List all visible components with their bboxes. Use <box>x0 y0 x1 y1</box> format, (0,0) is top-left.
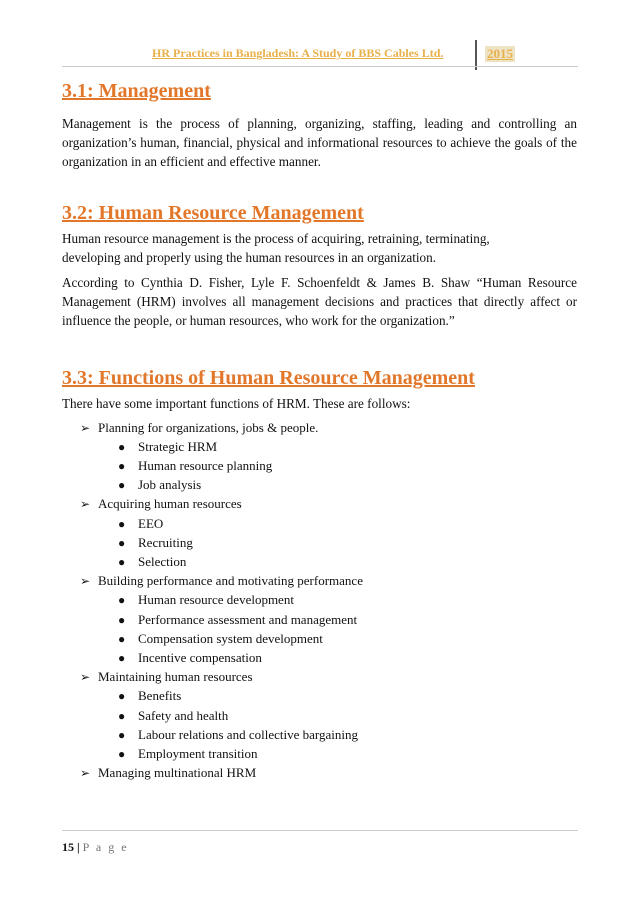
hrm-definition-paragraph: Human resource management is the process of acquiring, retraining, terminating, developing and properly using the human resources in an organization. <box>62 231 490 265</box>
bullet-icon: ● <box>118 613 126 627</box>
list-item: ● EEO <box>118 516 164 531</box>
bullet-icon: ● <box>118 709 126 723</box>
list-item <box>80 765 256 781</box>
bullet-icon: ● <box>118 651 126 665</box>
list-item: ● Human resource development <box>118 592 294 607</box>
list-item: ● Employment transition <box>118 746 258 761</box>
page-footer <box>62 840 129 855</box>
bullet-icon: ● <box>118 440 126 454</box>
bullet-icon: ● <box>118 689 126 703</box>
header-title: HR Practices in Bangladesh: A Study of BBS Cables Ltd. <box>152 46 444 60</box>
arrow-bullet-icon: ➢ <box>80 574 91 588</box>
list-item: ● Safety and health <box>118 708 229 723</box>
list-item <box>80 669 253 685</box>
bullet-icon: ● <box>118 536 126 550</box>
list-item: ● Performance assessment and management <box>118 612 358 627</box>
list-item: ● Human resource planning <box>118 458 273 473</box>
footer-separator: | <box>77 840 80 854</box>
arrow-bullet-icon: ➢ <box>80 421 91 435</box>
page-label: P a g e <box>82 840 129 854</box>
list-item <box>80 420 318 436</box>
bullet-icon: ● <box>118 747 126 761</box>
bullet-icon: ● <box>118 459 126 473</box>
list-item-label: Acquiring human resources <box>98 496 242 511</box>
list-item: ● Job analysis <box>118 477 202 492</box>
page-number: 15 <box>62 840 74 854</box>
list-item: ● Compensation system development <box>118 631 323 646</box>
list-item: ● Incentive compensation <box>118 650 262 665</box>
section-heading-management: 3.1: Management <box>62 80 211 102</box>
list-item: ● Strategic HRM <box>118 439 218 454</box>
list-item <box>80 496 242 512</box>
list-item: ● Benefits <box>118 688 182 703</box>
bullet-icon: ● <box>118 593 126 607</box>
bullet-icon: ● <box>118 555 126 569</box>
list-item: ● Selection <box>118 554 187 569</box>
bullet-icon: ● <box>118 478 126 492</box>
list-item-label: Planning for organizations, jobs & people. <box>98 420 319 435</box>
management-paragraph: Management is the process of planning, organizing, staffing, leading and controlling an organization’s human, financial, physical and informational resources to achieve the goals of the organization in an efficient and effective manner. <box>62 116 577 169</box>
list-item: ● Recruiting <box>118 535 193 550</box>
bullet-icon: ● <box>118 632 126 646</box>
section-heading-hrm: 3.2: Human Resource Management <box>62 202 364 224</box>
arrow-bullet-icon: ➢ <box>80 766 91 780</box>
hrm-quote-paragraph: According to Cynthia D. Fisher, Lyle F. Schoenfeldt & James B. Shaw “Human Resource Management (HRM) involves all management decisions and practices that directly affect or influence the people, or human resources, who work for the organization.” <box>62 275 577 328</box>
bullet-icon: ● <box>118 517 126 531</box>
list-item-label: Managing multinational HRM <box>98 765 257 780</box>
arrow-bullet-icon: ➢ <box>80 497 91 511</box>
bullet-icon: ● <box>118 728 126 742</box>
header-divider <box>62 66 578 67</box>
list-item <box>80 573 363 589</box>
list-item-label: Building performance and motivating performance <box>98 573 363 588</box>
functions-intro: There have some important functions of HRM. These are follows: <box>62 396 411 411</box>
arrow-bullet-icon: ➢ <box>80 670 91 684</box>
list-item-label: Maintaining human resources <box>98 669 253 684</box>
header-year: 2015 <box>487 46 513 61</box>
footer-divider <box>62 830 578 831</box>
list-item: ● Labour relations and collective bargaining <box>118 727 358 742</box>
section-heading-functions: 3.3: Functions of Human Resource Management <box>62 367 475 389</box>
